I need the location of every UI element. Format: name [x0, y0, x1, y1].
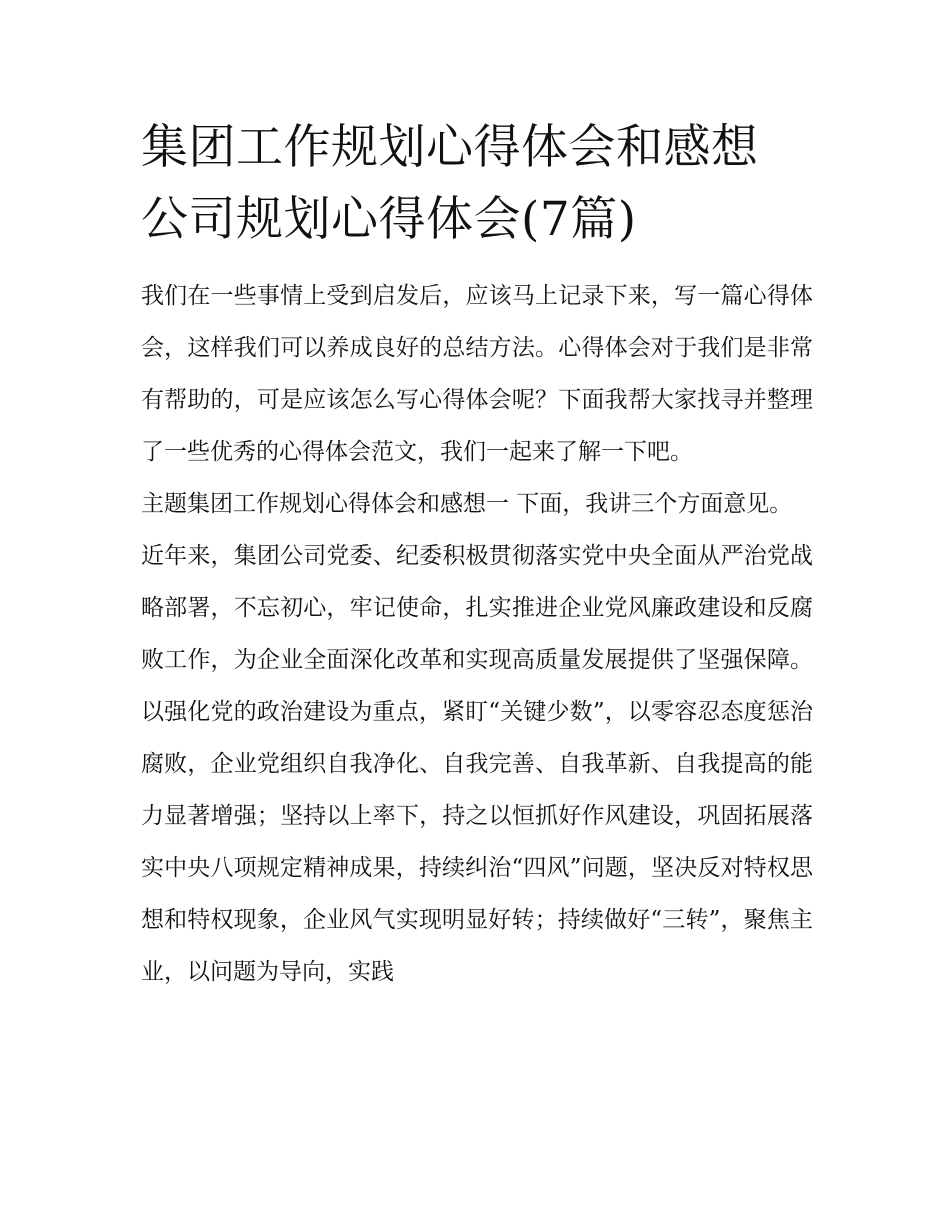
title-line-1: 集团工作规划心得体会和感想: [141, 120, 759, 175]
paragraph-topic: 主题集团工作规划心得体会和感想一 下面，我讲三个方面意见。: [141, 491, 793, 517]
paragraph-main: 近年来，集团公司党委、纪委积极贯彻落实党中央全面从严治党战略部署，不忘初心，牢记使命，扎实推进企业党风廉政建设和反腐败工作，为企业全面深化改革和实现高质量发展提供了坚强保障。以强化党的政治建设为重点，紧盯“关键少数”，以零容忍态度惩治腐败，企业党组织自我净化、自我完善、自我革新、自我提高的能力显著增强；坚持以上率下，持之以恒抓好作风建设，巩固拓展落实中央八项规定精神成果，持续纠治“四风”问题，坚决反对特权思想和特权现象，企业风气实现明显好转；持续做好“三转”，聚焦主业，以问题为导向，实践: [141, 543, 813, 985]
title-line-2: 公司规划心得体会(7篇): [141, 192, 637, 247]
paragraph-intro: 我们在一些事情上受到启发后，应该马上记录下来，写一篇心得体会，这样我们可以养成良好的总结方法。心得体会对于我们是非常有帮助的，可是应该怎么写心得体会呢？下面我帮大家找寻并整理了一些优秀的心得体会范文，我们一起来了解一下吧。: [141, 283, 813, 465]
document-content: [141, 112, 813, 998]
document-body: [141, 270, 813, 998]
document-title: [141, 112, 813, 256]
